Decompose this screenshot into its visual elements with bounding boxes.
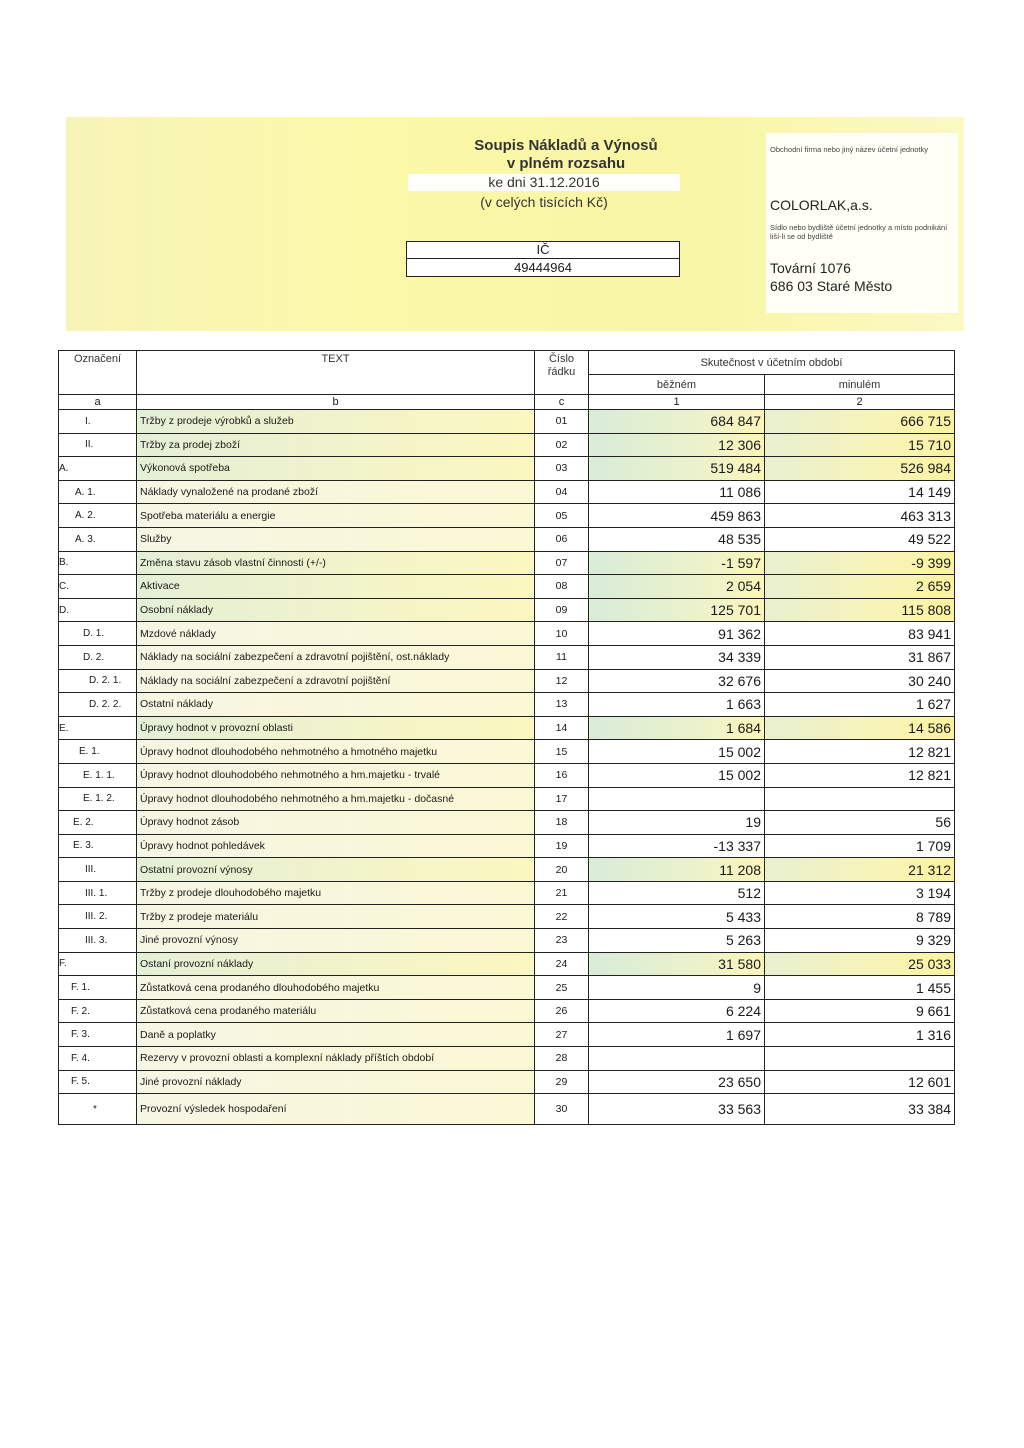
table-row bbox=[59, 1094, 955, 1125]
row-previous-period: 9 329 bbox=[765, 929, 955, 953]
row-text: Aktivace bbox=[137, 575, 535, 599]
row-code: D. 2. bbox=[59, 645, 137, 669]
row-text: Spotřeba materiálu a energie bbox=[137, 504, 535, 528]
report-date: ke dni 31.12.2016 bbox=[408, 174, 680, 191]
row-previous-period: 1 316 bbox=[765, 1023, 955, 1047]
row-text: Osobní náklady bbox=[137, 598, 535, 622]
ic-value: 49444964 bbox=[514, 260, 572, 275]
row-code: II. bbox=[59, 433, 137, 457]
table-row bbox=[59, 740, 955, 764]
row-previous-period: 3 194 bbox=[765, 881, 955, 905]
row-code: A. 2. bbox=[59, 504, 137, 528]
row-previous-period: 56 bbox=[765, 811, 955, 835]
ic-box bbox=[406, 241, 680, 277]
table-row bbox=[59, 527, 955, 551]
table-row bbox=[59, 645, 955, 669]
row-code: * bbox=[59, 1094, 137, 1125]
row-code: F. 3. bbox=[59, 1023, 137, 1047]
table-row bbox=[59, 834, 955, 858]
head-text: TEXT bbox=[137, 351, 535, 395]
table-row bbox=[59, 929, 955, 953]
row-previous-period: 30 240 bbox=[765, 669, 955, 693]
address-line2: 686 03 Staré Město bbox=[770, 278, 893, 294]
table-row bbox=[59, 669, 955, 693]
row-current-period: 31 580 bbox=[589, 952, 765, 976]
row-text: Ostatní náklady bbox=[137, 693, 535, 717]
row-code: III. 3. bbox=[59, 929, 137, 953]
head-skutecnost: Skutečnost v účetním období bbox=[589, 351, 955, 375]
row-current-period: 684 847 bbox=[589, 410, 765, 434]
row-code: A. bbox=[59, 457, 137, 481]
row-previous-period: 2 659 bbox=[765, 575, 955, 599]
row-number: 30 bbox=[535, 1094, 589, 1125]
report-title: Soupis Nákladů a Výnosů bbox=[474, 137, 658, 154]
row-text: Úpravy hodnot dlouhodobého nehmotného a hm.majetku - dočasné bbox=[137, 787, 535, 811]
row-current-period bbox=[589, 1047, 765, 1071]
row-code: F. bbox=[59, 952, 137, 976]
col-letter-2: 2 bbox=[765, 395, 955, 410]
table-row bbox=[59, 976, 955, 1000]
table-row bbox=[59, 433, 955, 457]
income-statement-table bbox=[58, 350, 955, 1125]
row-number: 08 bbox=[535, 575, 589, 599]
row-text: Tržby z prodeje výrobků a služeb bbox=[137, 410, 535, 434]
table-row bbox=[59, 551, 955, 575]
row-current-period: 91 362 bbox=[589, 622, 765, 646]
row-code: D. 2. 1. bbox=[59, 669, 137, 693]
row-code: E. 3. bbox=[59, 834, 137, 858]
row-number: 03 bbox=[535, 457, 589, 481]
row-previous-period bbox=[765, 787, 955, 811]
row-previous-period: 49 522 bbox=[765, 527, 955, 551]
row-previous-period: 666 715 bbox=[765, 410, 955, 434]
row-number: 09 bbox=[535, 598, 589, 622]
row-current-period: 1 697 bbox=[589, 1023, 765, 1047]
row-number: 26 bbox=[535, 999, 589, 1023]
row-text: Úpravy hodnot v provozní oblasti bbox=[137, 716, 535, 740]
row-code: E. 2. bbox=[59, 811, 137, 835]
row-code: F. 4. bbox=[59, 1047, 137, 1071]
row-number: 14 bbox=[535, 716, 589, 740]
row-number: 24 bbox=[535, 952, 589, 976]
row-code: E. 1. bbox=[59, 740, 137, 764]
row-number: 17 bbox=[535, 787, 589, 811]
row-text: Tržby z prodeje dlouhodobého majetku bbox=[137, 881, 535, 905]
row-code: F. 5. bbox=[59, 1070, 137, 1094]
row-number: 15 bbox=[535, 740, 589, 764]
row-number: 02 bbox=[535, 433, 589, 457]
row-previous-period: 1 455 bbox=[765, 976, 955, 1000]
row-code: III. 1. bbox=[59, 881, 137, 905]
row-previous-period: 526 984 bbox=[765, 457, 955, 481]
row-code: E. 1. 1. bbox=[59, 763, 137, 787]
row-text: Tržby z prodeje materiálu bbox=[137, 905, 535, 929]
row-number: 11 bbox=[535, 645, 589, 669]
row-current-period: 125 701 bbox=[589, 598, 765, 622]
row-code: III. bbox=[59, 858, 137, 882]
table-row bbox=[59, 457, 955, 481]
row-code: A. 3. bbox=[59, 527, 137, 551]
report-units: (v celých tisících Kč) bbox=[480, 194, 608, 210]
row-current-period: -13 337 bbox=[589, 834, 765, 858]
row-text: Náklady na sociální zabezpečení a zdravotní pojištění bbox=[137, 669, 535, 693]
row-current-period: 1 684 bbox=[589, 716, 765, 740]
row-previous-period: 12 601 bbox=[765, 1070, 955, 1094]
row-current-period: 23 650 bbox=[589, 1070, 765, 1094]
row-number: 25 bbox=[535, 976, 589, 1000]
row-current-period bbox=[589, 787, 765, 811]
report-subtitle: v plném rozsahu bbox=[506, 155, 626, 172]
row-text: Změna stavu zásob vlastní činnosti (+/-) bbox=[137, 551, 535, 575]
table-row bbox=[59, 504, 955, 528]
row-text: Rezervy v provozní oblasti a komplexní náklady příštích období bbox=[137, 1047, 535, 1071]
table-row bbox=[59, 1070, 955, 1094]
ic-label: IČ bbox=[407, 242, 679, 259]
row-number: 28 bbox=[535, 1047, 589, 1071]
row-current-period: -1 597 bbox=[589, 551, 765, 575]
row-current-period: 459 863 bbox=[589, 504, 765, 528]
seat-note: Sídlo nebo bydliště účetní jednotky a místo podnikání liší-li se od bydliště bbox=[770, 223, 948, 241]
row-previous-period: 15 710 bbox=[765, 433, 955, 457]
head-oznaceni: Označení bbox=[59, 351, 137, 395]
row-text: Úpravy hodnot pohledávek bbox=[137, 834, 535, 858]
row-previous-period: -9 399 bbox=[765, 551, 955, 575]
row-text: Ostaní provozní náklady bbox=[137, 952, 535, 976]
row-text: Daně a poplatky bbox=[137, 1023, 535, 1047]
col-letter-a: a bbox=[59, 395, 137, 410]
row-code: D. 1. bbox=[59, 622, 137, 646]
firm-panel bbox=[766, 133, 958, 313]
row-text: Úpravy hodnot zásob bbox=[137, 811, 535, 835]
row-current-period: 11 208 bbox=[589, 858, 765, 882]
col-letter-1: 1 bbox=[589, 395, 765, 410]
row-previous-period: 12 821 bbox=[765, 740, 955, 764]
row-text: Výkonová spotřeba bbox=[137, 457, 535, 481]
row-code: F. 1. bbox=[59, 976, 137, 1000]
row-previous-period: 463 313 bbox=[765, 504, 955, 528]
row-previous-period: 21 312 bbox=[765, 858, 955, 882]
row-previous-period: 115 808 bbox=[765, 598, 955, 622]
row-text: Náklady na sociální zabezpečení a zdravotní pojištění, ost.náklady bbox=[137, 645, 535, 669]
row-previous-period: 1 627 bbox=[765, 693, 955, 717]
table-row bbox=[59, 1047, 955, 1071]
row-previous-period: 33 384 bbox=[765, 1094, 955, 1125]
row-number: 20 bbox=[535, 858, 589, 882]
firm-note: Obchodní firma nebo jiný název účetní jednotky bbox=[770, 145, 929, 154]
row-number: 22 bbox=[535, 905, 589, 929]
row-previous-period: 12 821 bbox=[765, 763, 955, 787]
row-current-period: 1 663 bbox=[589, 693, 765, 717]
table-row bbox=[59, 905, 955, 929]
row-text: Jiné provozní náklady bbox=[137, 1070, 535, 1094]
address-line1: Tovární 1076 bbox=[770, 260, 851, 276]
row-number: 29 bbox=[535, 1070, 589, 1094]
row-previous-period: 9 661 bbox=[765, 999, 955, 1023]
row-previous-period: 14 149 bbox=[765, 480, 955, 504]
row-current-period: 6 224 bbox=[589, 999, 765, 1023]
row-text: Náklady vynaložené na prodané zboží bbox=[137, 480, 535, 504]
row-number: 19 bbox=[535, 834, 589, 858]
row-number: 16 bbox=[535, 763, 589, 787]
row-number: 18 bbox=[535, 811, 589, 835]
row-text: Jiné provozní výnosy bbox=[137, 929, 535, 953]
table-row bbox=[59, 598, 955, 622]
table-row bbox=[59, 881, 955, 905]
row-number: 04 bbox=[535, 480, 589, 504]
row-current-period: 19 bbox=[589, 811, 765, 835]
row-current-period: 15 002 bbox=[589, 740, 765, 764]
row-previous-period bbox=[765, 1047, 955, 1071]
row-previous-period: 8 789 bbox=[765, 905, 955, 929]
table-row bbox=[59, 787, 955, 811]
table-body bbox=[59, 410, 955, 1125]
row-code: D. bbox=[59, 598, 137, 622]
row-number: 21 bbox=[535, 881, 589, 905]
row-current-period: 2 054 bbox=[589, 575, 765, 599]
table-row bbox=[59, 952, 955, 976]
row-text: Úpravy hodnot dlouhodobého nehmotného a hmotného majetku bbox=[137, 740, 535, 764]
row-current-period: 32 676 bbox=[589, 669, 765, 693]
row-current-period: 5 263 bbox=[589, 929, 765, 953]
row-previous-period: 31 867 bbox=[765, 645, 955, 669]
row-code: E. 1. 2. bbox=[59, 787, 137, 811]
row-number: 07 bbox=[535, 551, 589, 575]
row-text: Tržby za prodej zboží bbox=[137, 433, 535, 457]
row-code: E. bbox=[59, 716, 137, 740]
row-current-period: 33 563 bbox=[589, 1094, 765, 1125]
row-code: III. 2. bbox=[59, 905, 137, 929]
row-number: 10 bbox=[535, 622, 589, 646]
table-row bbox=[59, 480, 955, 504]
row-current-period: 48 535 bbox=[589, 527, 765, 551]
row-number: 23 bbox=[535, 929, 589, 953]
table-row bbox=[59, 716, 955, 740]
head-cislo: Číslo řádku bbox=[535, 351, 589, 395]
row-current-period: 11 086 bbox=[589, 480, 765, 504]
table-row bbox=[59, 693, 955, 717]
row-code: A. 1. bbox=[59, 480, 137, 504]
table-row bbox=[59, 811, 955, 835]
firm-name: COLORLAK,a.s. bbox=[770, 197, 873, 213]
row-code: C. bbox=[59, 575, 137, 599]
table-row bbox=[59, 858, 955, 882]
table-row bbox=[59, 999, 955, 1023]
row-text: Provozní výsledek hospodaření bbox=[137, 1094, 535, 1125]
row-text: Zůstatková cena prodaného materiálu bbox=[137, 999, 535, 1023]
row-number: 05 bbox=[535, 504, 589, 528]
table-row bbox=[59, 763, 955, 787]
col-letter-c: c bbox=[535, 395, 589, 410]
table-row bbox=[59, 1023, 955, 1047]
row-number: 12 bbox=[535, 669, 589, 693]
row-number: 27 bbox=[535, 1023, 589, 1047]
row-previous-period: 83 941 bbox=[765, 622, 955, 646]
row-text: Služby bbox=[137, 527, 535, 551]
row-current-period: 5 433 bbox=[589, 905, 765, 929]
row-code: I. bbox=[59, 410, 137, 434]
row-text: Úpravy hodnot dlouhodobého nehmotného a hm.majetku - trvalé bbox=[137, 763, 535, 787]
row-current-period: 9 bbox=[589, 976, 765, 1000]
row-current-period: 519 484 bbox=[589, 457, 765, 481]
table-row bbox=[59, 410, 955, 434]
row-text: Zůstatková cena prodaného dlouhodobého majetku bbox=[137, 976, 535, 1000]
row-number: 06 bbox=[535, 527, 589, 551]
row-previous-period: 14 586 bbox=[765, 716, 955, 740]
head-minule: minulém bbox=[765, 375, 955, 395]
row-number: 13 bbox=[535, 693, 589, 717]
head-bezne: běžném bbox=[589, 375, 765, 395]
row-current-period: 15 002 bbox=[589, 763, 765, 787]
report-header bbox=[66, 117, 964, 331]
row-code: D. 2. 2. bbox=[59, 693, 137, 717]
row-current-period: 512 bbox=[589, 881, 765, 905]
row-code: B. bbox=[59, 551, 137, 575]
row-number: 01 bbox=[535, 410, 589, 434]
row-current-period: 34 339 bbox=[589, 645, 765, 669]
row-previous-period: 25 033 bbox=[765, 952, 955, 976]
row-previous-period: 1 709 bbox=[765, 834, 955, 858]
row-code: F. 2. bbox=[59, 999, 137, 1023]
table-row bbox=[59, 575, 955, 599]
row-text: Ostatní provozní výnosy bbox=[137, 858, 535, 882]
table-row bbox=[59, 622, 955, 646]
row-current-period: 12 306 bbox=[589, 433, 765, 457]
row-text: Mzdové náklady bbox=[137, 622, 535, 646]
col-letter-b: b bbox=[137, 395, 535, 410]
